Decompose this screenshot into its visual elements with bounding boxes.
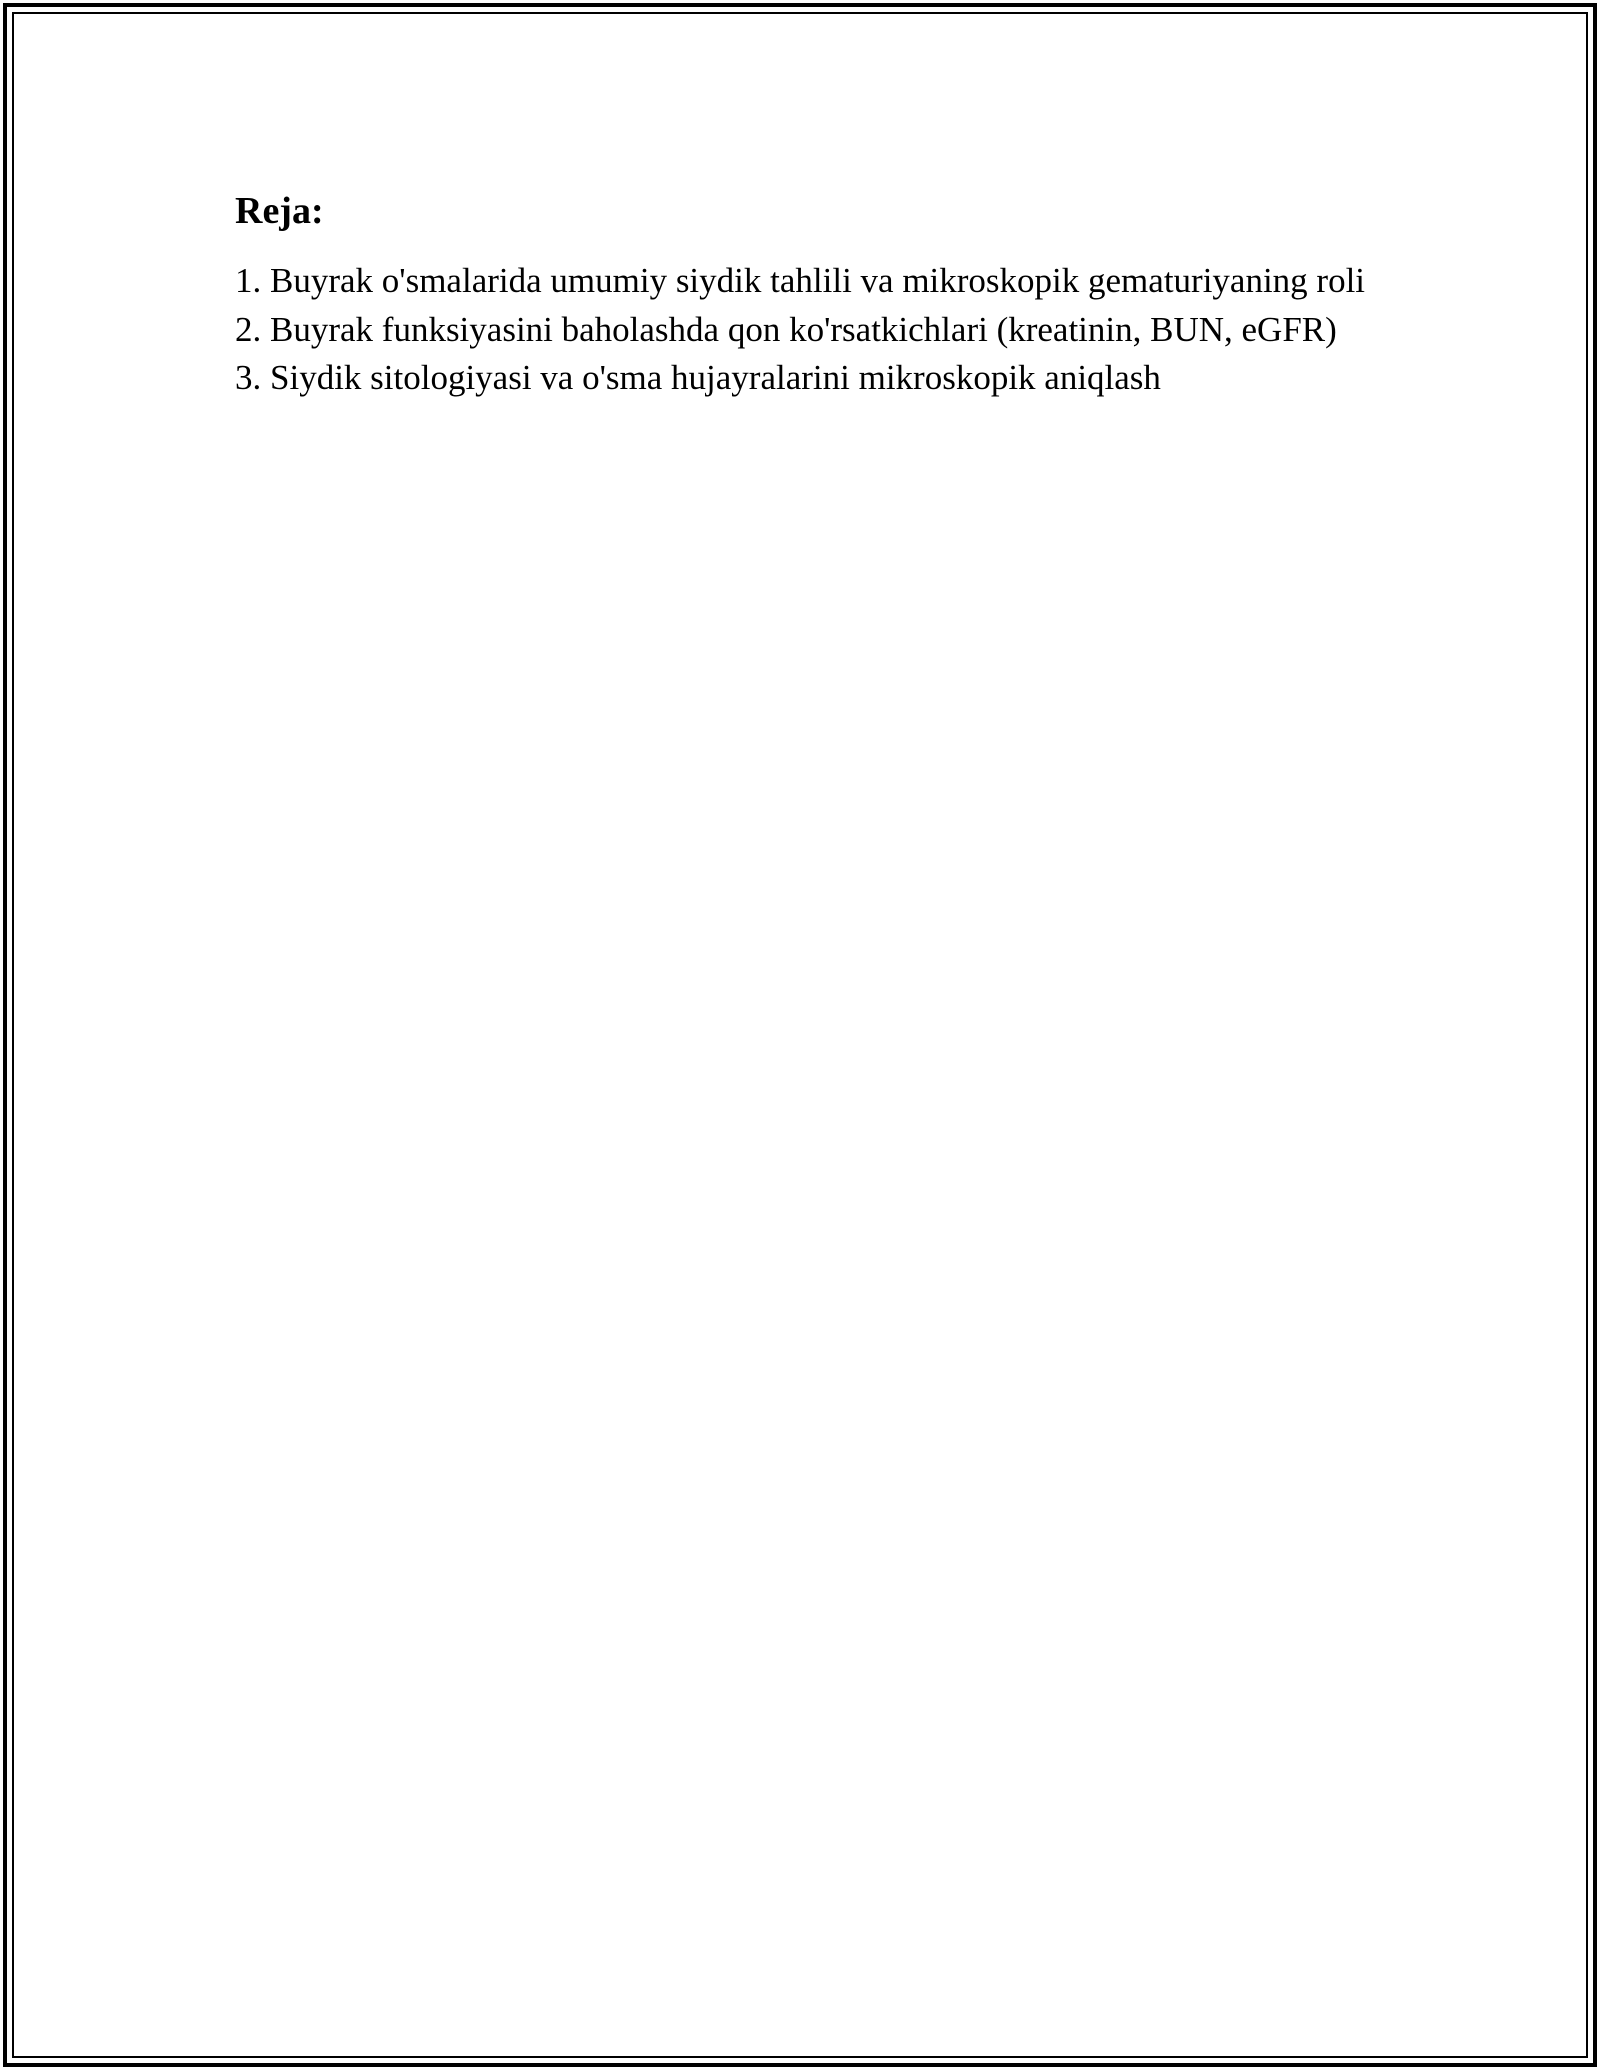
plan-item-text: Buyrak o'smalarida umumiy siydik tahlili va mikroskopik gematuriyaning roli xyxy=(270,261,1366,300)
plan-item-1 xyxy=(235,257,1375,306)
plan-item-number: 1. xyxy=(235,261,262,300)
plan-item-text: Siydik sitologiyasi va o'sma hujayralarini mikroskopik aniqlash xyxy=(270,358,1161,397)
plan-heading: Reja: xyxy=(235,190,324,232)
plan-list xyxy=(235,257,1375,403)
plan-item-text: Buyrak funksiyasini baholashda qon ko'rsatkichlari (kreatinin, BUN, eGFR) xyxy=(270,309,1337,349)
plan-item-3 xyxy=(235,354,1375,403)
plan-item-number: 3. xyxy=(235,358,262,397)
document-body xyxy=(235,185,1375,403)
plan-item-number: 2. xyxy=(235,309,262,349)
plan-item-2 xyxy=(235,306,1375,355)
